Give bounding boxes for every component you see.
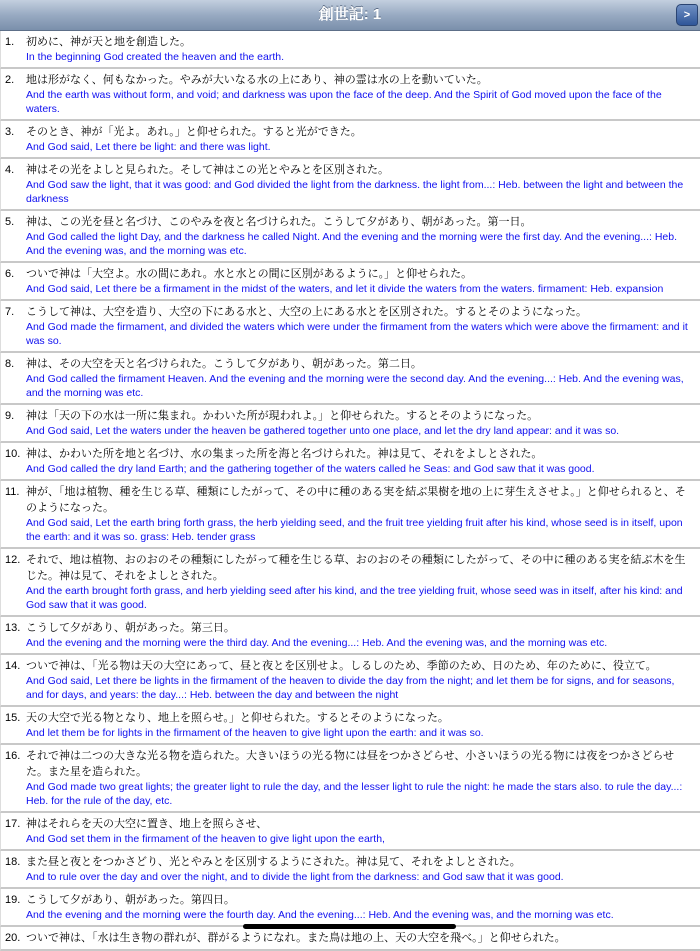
next-chapter-button[interactable]: > (676, 4, 698, 26)
verse-english: And God said, Let there be lights in the firmament of the heaven to divide the day from the night; and let them be for signs, and for seasons, and for days, and years: the day...: Heb. between the day and between the night (26, 675, 675, 701)
verse-japanese: ついで神は、「光る物は天の大空にあって、昼と夜とを区別せよ。しるしのため、季節のため、日のため、年のために、役立て。 (26, 660, 657, 672)
verse-english: And God called the firmament Heaven. And the evening and the morning were the second day. And the evening...: Heb. And the evening was, and the morning was etc. (26, 373, 684, 399)
verse-japanese: こうして神は、大空を造り、大空の下にある水と、大空の上にある水とを区別された。するとそのようになった。 (26, 306, 587, 318)
verse-japanese: ついで神は、「水は生き物の群れが、群がるようになれ。また鳥は地の上、天の大空を飛べ。」と仰せられた。 (26, 932, 566, 944)
verse-number: 13. (5, 622, 21, 634)
verse-japanese: こうして夕があり、朝があった。第三日。 (26, 622, 235, 634)
verse-english: And God called the dry land Earth; and the gathering together of the waters called he Seas: and God saw that it was good. (26, 463, 595, 475)
navigation-bar (0, 0, 700, 31)
verse-english: And the evening and the morning were the third day. And the evening...: Heb. And the evening was, and the morning was etc. (26, 637, 608, 649)
verse-row[interactable] (0, 69, 700, 121)
verse-number: 2. (5, 74, 15, 86)
verse-number: 17. (5, 818, 21, 830)
verse-japanese: 神は、この光を昼と名づけ、このやみを夜と名づけられた。こうして夕があり、朝があった。第一日。 (26, 216, 532, 228)
verse-row[interactable] (0, 121, 700, 159)
verse-japanese: 初めに、神が天と地を創造した。 (26, 36, 191, 48)
verse-number: 3. (5, 126, 15, 138)
verse-number: 4. (5, 164, 15, 176)
verse-japanese: 地は形がなく、何もなかった。やみが大いなる水の上にあり、神の霊は水の上を動いていた。 (26, 74, 488, 86)
verse-japanese: こうして夕があり、朝があった。第四日。 (26, 894, 235, 906)
verse-english: And God said, Let there be light: and there was light. (26, 141, 271, 153)
verse-row[interactable] (0, 745, 700, 813)
verse-number: 8. (5, 358, 15, 370)
verse-japanese: 神が、「地は植物、種を生じる草、種類にしたがって、その中に種のある実を結ぶ果樹を地の上に芽生えさせよ。」と仰せられると、そのようになった。 (26, 486, 686, 514)
verse-row[interactable] (0, 443, 700, 481)
verse-english: And God said, Let the earth bring forth grass, the herb yielding seed, and the fruit tree yielding fruit after his kind, whose seed is in itself, upon the earth: and it was so. grass: Heb. tender grass (26, 517, 683, 543)
verse-row[interactable] (0, 31, 700, 69)
verse-row[interactable] (0, 889, 700, 927)
verse-japanese: 天の大空で光る物となり、地上を照らせ。」と仰せられた。するとそのようになった。 (26, 712, 449, 724)
verse-japanese: 神はその光をよしと見られた。そして神はこの光とやみとを区別された。 (26, 164, 389, 176)
verse-english: And God said, Let the waters under the heaven be gathered together unto one place, and let the dry land appear: and it was so. (26, 425, 620, 437)
verse-english: And let them be for lights in the firmament of the heaven to give light upon the earth: and it was so. (26, 727, 484, 739)
verse-number: 18. (5, 856, 21, 868)
verse-row[interactable] (0, 707, 700, 745)
verse-row[interactable] (0, 211, 700, 263)
verse-japanese: それで神は二つの大きな光る物を造られた。大きいほうの光る物には昼をつかさどらせ、小さいほうの光る物には夜をつかさどらせた。また星を造られた。 (26, 750, 675, 778)
verse-list[interactable] (0, 31, 700, 951)
verse-english: And God set them in the firmament of the heaven to give light upon the earth, (26, 833, 385, 845)
verse-row[interactable] (0, 301, 700, 353)
verse-number: 15. (5, 712, 21, 724)
verse-english: And the evening and the morning were the fourth day. And the evening...: Heb. And the evening was, and the morning was etc. (26, 909, 614, 921)
verse-japanese: それで、地は植物、おのおのその種類にしたがって種を生じる草、おのおのその種類にしたがって、その中に種のある実を結ぶ木を生じた。神は見て、それをよしとされた。 (26, 554, 686, 582)
verse-row[interactable] (0, 549, 700, 617)
verse-english: And God made the firmament, and divided the waters which were under the firmament from the waters which were above the firmament: and it was so. (26, 321, 688, 347)
verse-english: And God said, Let there be a firmament in the midst of the waters, and let it divide the waters from the waters. firmament: Heb. expansion (26, 283, 664, 295)
verse-english: And God called the light Day, and the darkness he called Night. And the evening and the morning were the first day. And the evening...: Heb. And the evening was, and the morning was etc. (26, 231, 678, 257)
verse-english: And God saw the light, that it was good: and God divided the light from the darkness. the light from...: Heb. between the light and between the darkness (26, 179, 684, 205)
verse-number: 7. (5, 306, 15, 318)
verse-japanese: 神は、かわいた所を地と名づけ、水の集まった所を海と名づけられた。神は見て、それをよしとされた。 (26, 448, 543, 460)
verse-english: In the beginning God created the heaven and the earth. (26, 51, 285, 63)
verse-row[interactable] (0, 353, 700, 405)
verse-number: 14. (5, 660, 21, 672)
verse-number: 19. (5, 894, 21, 906)
verse-japanese: 神はそれらを天の大空に置き、地上を照らさせ、 (26, 818, 268, 830)
verse-row[interactable] (0, 851, 700, 889)
verse-row[interactable] (0, 927, 700, 951)
verse-row[interactable] (0, 655, 700, 707)
verse-row[interactable] (0, 263, 700, 301)
verse-japanese: そのとき、神が「光よ。あれ。」と仰せられた。すると光ができた。 (26, 126, 362, 138)
verse-japanese: ついで神は「大空よ。水の間にあれ。水と水との間に区別があるように。」と仰せられた。 (26, 268, 473, 280)
verse-row[interactable] (0, 617, 700, 655)
verse-number: 5. (5, 216, 15, 228)
verse-number: 6. (5, 268, 15, 280)
verse-english: And to rule over the day and over the night, and to divide the light from the darkness: and God saw that it was good. (26, 871, 564, 883)
verse-japanese: 神は「天の下の水は一所に集まれ。かわいた所が現われよ。」と仰せられた。するとそのようになった。 (26, 410, 539, 422)
verse-number: 10. (5, 448, 21, 460)
verse-number: 20. (5, 932, 21, 944)
verse-number: 1. (5, 36, 15, 48)
verse-row[interactable] (0, 159, 700, 211)
verse-english: And God made two great lights; the greater light to rule the day, and the lesser light to rule the night: he made the stars also. to rule the day...: Heb. for the rule of the day, etc. (26, 781, 683, 807)
home-indicator[interactable] (243, 924, 456, 929)
verse-row[interactable] (0, 481, 700, 549)
verse-row[interactable] (0, 405, 700, 443)
verse-number: 11. (5, 486, 20, 498)
verse-japanese: 神は、その大空を天と名づけられた。こうして夕があり、朝があった。第二日。 (26, 358, 422, 370)
verse-english: And the earth was without form, and void; and darkness was upon the face of the deep. And the Spirit of God moved upon the face of the waters. (26, 89, 662, 115)
chapter-title: 創世記: 1 (318, 6, 382, 23)
verse-number: 16. (5, 750, 21, 762)
verse-number: 9. (5, 410, 15, 422)
verse-english: And the earth brought forth grass, and herb yielding seed after his kind, and the tree yielding fruit, whose seed was in itself, after his kind: and God saw that it was good. (26, 585, 683, 611)
verse-japanese: また昼と夜とをつかさどり、光とやみとを区別するようにされた。神は見て、それをよしとされた。 (26, 856, 521, 868)
verse-number: 12. (5, 554, 21, 566)
verse-row[interactable] (0, 813, 700, 851)
